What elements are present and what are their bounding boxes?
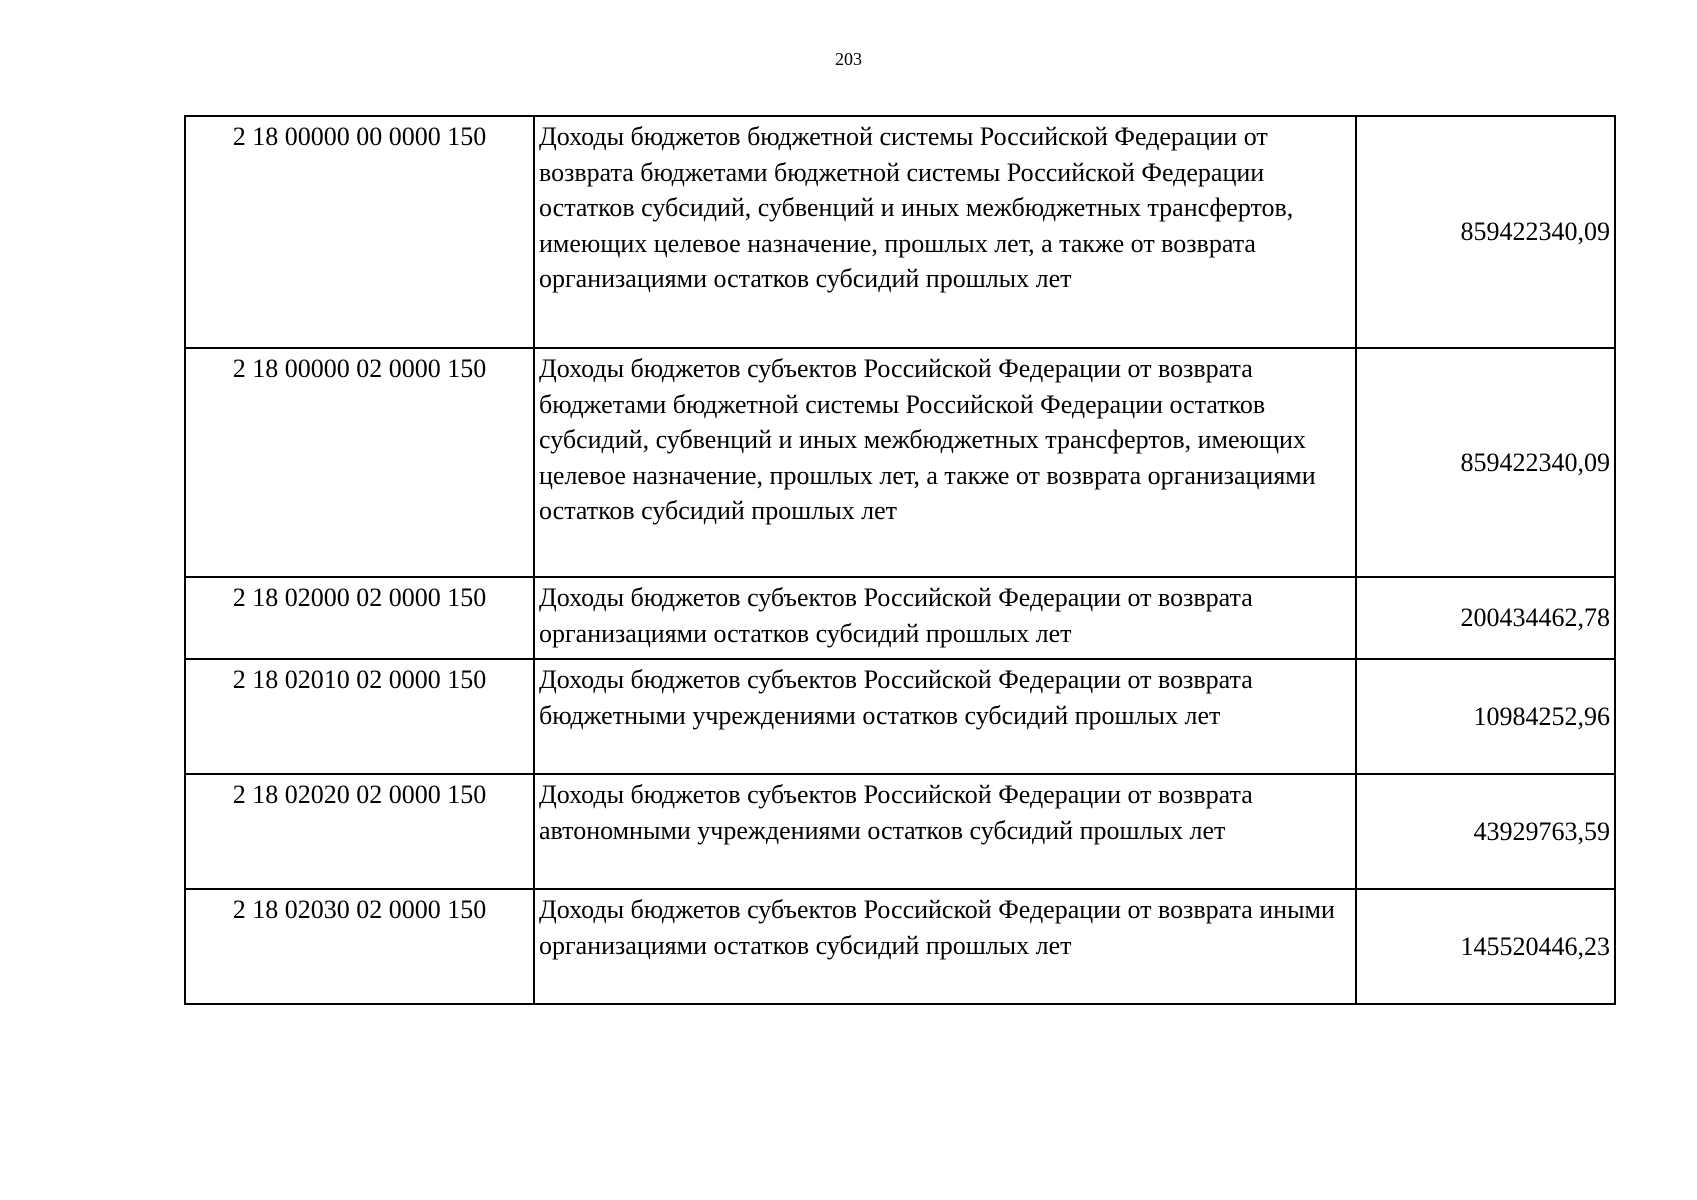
revenue-amount-cell: 145520446,23 bbox=[1356, 889, 1615, 1004]
revenue-code-cell: 2 18 02000 02 0000 150 bbox=[185, 577, 534, 659]
table-row bbox=[185, 659, 1615, 774]
table-row bbox=[185, 889, 1615, 1004]
revenue-description-cell: Доходы бюджетов субъектов Российской Федерации от возврата бюджетами бюджетной системы Российской Федерации остатков субсидий, субвенций и иных межбюджетных трансфертов, имеющих целевое назначение, прошлых лет, а также от возврата организациями остатков субсидий прошлых лет bbox=[534, 348, 1356, 577]
revenue-description-cell: Доходы бюджетов субъектов Российской Федерации от возврата бюджетными учреждениями остатков субсидий прошлых лет bbox=[534, 659, 1356, 774]
revenue-description-cell: Доходы бюджетов субъектов Российской Федерации от возврата иными организациями остатков субсидий прошлых лет bbox=[534, 889, 1356, 1004]
table-row bbox=[185, 774, 1615, 889]
table-row bbox=[185, 577, 1615, 659]
table-row bbox=[185, 116, 1615, 348]
table-row bbox=[185, 348, 1615, 577]
revenue-amount-cell: 859422340,09 bbox=[1356, 116, 1615, 348]
revenue-amount-cell: 200434462,78 bbox=[1356, 577, 1615, 659]
revenue-code-cell: 2 18 00000 00 0000 150 bbox=[185, 116, 534, 348]
revenue-description-cell: Доходы бюджетов бюджетной системы Российской Федерации от возврата бюджетами бюджетной системы Российской Федерации остатков субсидий, субвенций и иных межбюджетных трансфертов, имеющих целевое назначение, прошлых лет, а также от возврата организациями остатков субсидий прошлых лет bbox=[534, 116, 1356, 348]
revenue-code-cell: 2 18 02020 02 0000 150 bbox=[185, 774, 534, 889]
revenue-code-cell: 2 18 00000 02 0000 150 bbox=[185, 348, 534, 577]
budget-revenue-table bbox=[184, 115, 1616, 1005]
revenue-code-cell: 2 18 02010 02 0000 150 bbox=[185, 659, 534, 774]
revenue-description-cell: Доходы бюджетов субъектов Российской Федерации от возврата автономными учреждениями остатков субсидий прошлых лет bbox=[534, 774, 1356, 889]
page-number: 203 bbox=[835, 49, 862, 69]
revenue-amount-cell: 10984252,96 bbox=[1356, 659, 1615, 774]
revenue-amount-cell: 43929763,59 bbox=[1356, 774, 1615, 889]
revenue-description-cell: Доходы бюджетов субъектов Российской Федерации от возврата организациями остатков субсидий прошлых лет bbox=[534, 577, 1356, 659]
revenue-code-cell: 2 18 02030 02 0000 150 bbox=[185, 889, 534, 1004]
revenue-amount-cell: 859422340,09 bbox=[1356, 348, 1615, 577]
